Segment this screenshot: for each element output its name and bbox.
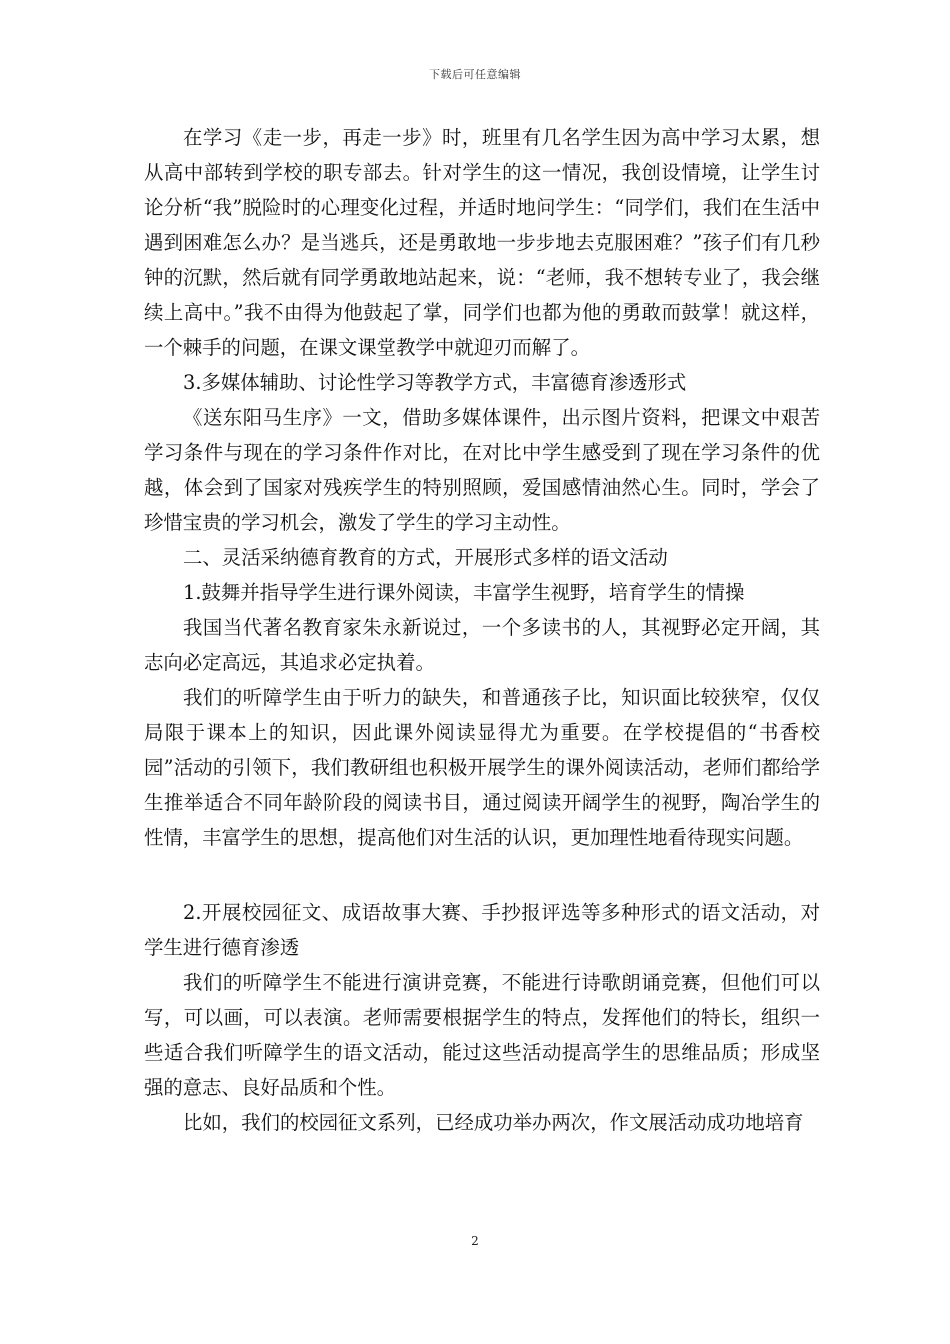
page-header: 下载后可任意编辑 xyxy=(429,68,521,81)
document-body xyxy=(144,120,820,1140)
page-number: 2 xyxy=(471,1234,479,1248)
paragraph-reading: 我们的听障学生由于听力的缺失，和普通孩子比，知识面比较狭窄，仅仅局限于课本上的知识，因此课外阅读显得尤为重要。在学校提倡的“书香校园”活动的引领下，我们教研组也积极开展学生的课外阅读活动，老师们都给学生推举适合不同年龄阶段的阅读书目，通过阅读开阔学生的视野，陶冶学生的性情，丰富学生的思想，提高他们对生活的认识，更加理性地看待现实问题。 xyxy=(144,686,820,849)
paragraph-multimedia: 《送东阳马生序》一文，借助多媒体课件，出示图片资料，把课文中艰苦学习条件与现在的学习条件作对比，在对比中学生感受到了现在学习条件的优越，体会到了国家对残疾学生的特别照顾，爱国感情油然心生。同时，学会了珍惜宝贵的学习机会，激发了学生的学习主动性。 xyxy=(144,406,820,534)
paragraph-story-lesson: 在学习《走一步，再走一步》时，班里有几名学生因为高中学习太累，想从高中部转到学校的职专部去。针对学生的这一情况，我创设情境，让学生讨论分析“我”脱险时的心理变化过程，并适时地问学生：“同学们，我们在生活中遇到困难怎么办？是当逃兵，还是勇敢地一步步地去克服困难？”孩子们有几秒钟的沉默，然后就有同学勇敢地站起来，说：“老师，我不想转专业了，我会继续上高中。”我不由得为他鼓起了掌，同学们也都为他的勇敢而鼓掌！就这样，一个棘手的问题，在课文课堂教学中就迎刃而解了。 xyxy=(144,126,820,359)
paragraph-quote: 我国当代著名教育家朱永新说过，一个多读书的人，其视野必定开阔，其志向必定高远，其追求必定执着。 xyxy=(144,616,820,674)
paragraph-activities: 我们的听障学生不能进行演讲竞赛，不能进行诗歌朗诵竞赛，但他们可以写，可以画，可以表演。老师需要根据学生的特点，发挥他们的特长，组织一些适合我们听障学生的语文活动，能过这些活动提高学生的思维品质；形成坚强的意志、良好品质和个性。 xyxy=(144,971,820,1099)
heading-multimedia: 3.多媒体辅助、讨论性学习等教学方式，丰富德育渗透形式 xyxy=(183,371,687,394)
section-heading-activities: 二、灵活采纳德育教育的方式，开展形式多样的语文活动 xyxy=(183,546,668,569)
paragraph-example: 比如，我们的校园征文系列，已经成功举办两次，作文展活动成功地培育 xyxy=(183,1111,804,1134)
heading-campus-activities: 2.开展校园征文、成语故事大赛、手抄报评选等多种形式的语文活动，对学生进行德育渗透 xyxy=(144,901,820,959)
heading-reading: 1.鼓舞并指导学生进行课外阅读，丰富学生视野，培育学生的情操 xyxy=(183,581,745,604)
